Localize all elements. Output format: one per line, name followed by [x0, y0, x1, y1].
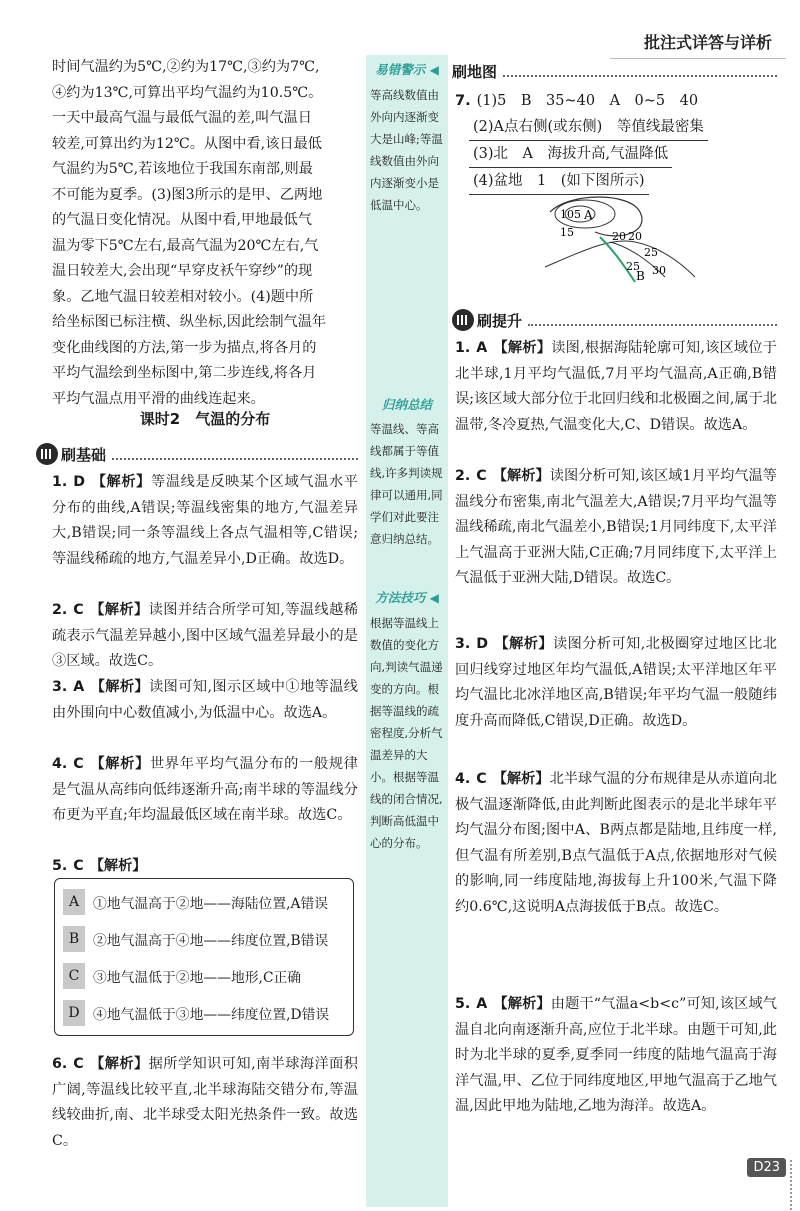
sidebar-title-summary: 归纳总结 — [381, 397, 432, 412]
answer-item: 3. A 【解析】读图可知,图示区域中①地等温线由外围向中心数值减小,为低温中心。故选A。 — [52, 679, 358, 721]
text-line: 气温约为5℃,若该地位于我国东南部,则最 — [52, 161, 313, 177]
analysis-table — [54, 878, 354, 1036]
answer-item: 6. C 【解析】据所学知识可知,南半球海洋面积广阔,等温线比较平直,北半球海陆交错分布,等温线较曲折,南、北半球受太阳光热条件一致。故选C。 — [52, 1056, 358, 1149]
answer-item: 5. A 【解析】由题干“气温a<b<c”可知,该区域气温自北向南逐渐升高,应位于北半球。由题干可知,此时为北半球的夏季,夏季同一纬度的陆地气温高于海洋气温,甲、乙位于同纬度地区,甲地气温高于乙地气温,因此甲地为陆地,乙地为海洋。故选A。 — [455, 996, 777, 1114]
sidebar-title-mistake-warning: 易错警示 ◀ — [375, 62, 439, 77]
sidebar-title-method-tips: 方法技巧 ◀ — [375, 590, 439, 605]
text-line: 一天中最高气温与最低气温的差,叫气温日 — [52, 110, 312, 126]
left-continuation-text — [52, 55, 358, 412]
basic-answers — [52, 470, 358, 880]
answer-item: 1. A 【解析】读图,根据海陆轮廓可知,该区域位于北半球,1月平均气温低,7月平均气温高,A正确,B错误;该区域大部分位于北回归线和北极圈之间,属于北温带,冬冷夏热,气温变化大,C、D错误。故选A。 — [455, 340, 777, 433]
sketch-label: 5 — [574, 208, 581, 221]
text-line: 的气温日变化情况。从图中看,甲地最低气 — [52, 212, 312, 228]
answer-item: 5. C 【解析】 — [52, 858, 147, 874]
brush-icon — [452, 309, 474, 331]
arrow-icon: ◀ — [429, 591, 439, 605]
option-text: ①地气温高于②地——海陆位置,A错误 — [93, 895, 329, 912]
text-line: 平均气温绘到坐标图中,第二步连线,将各月 — [52, 365, 317, 381]
option-text: ②地气温高于④地——纬度位置,B错误 — [93, 932, 329, 949]
text-line: 变化曲线图的方法,第一步为描点,将各月的 — [52, 339, 317, 356]
contour-sketch — [540, 192, 700, 292]
sketch-label: 30 — [652, 264, 666, 277]
answer-item: 2. C 【解析】读图分析可知,该区域1月平均气温等温线分布密集,南北气温差大,A错误;7月平均气温等温线稀疏,南北气温差小,B错误;1月同纬度下,太平洋上气温高于亚洲大陆,C正确;7月同纬度下,太平洋上气温低于亚洲大陆,D错误。故选C。 — [455, 468, 777, 586]
table-row — [55, 883, 353, 920]
text-line: 象。乙地气温日较差相对较小。(4)题中所 — [52, 288, 314, 305]
map-answer — [455, 88, 708, 195]
option-key: D — [63, 1000, 85, 1026]
sketch-label: 25 — [644, 246, 658, 259]
map-answer-line-1: 7. (1)5 B 35~40 A 0~5 40 — [455, 93, 699, 109]
text-line: 较差,可算出约为12℃。从图中看,该日最低 — [52, 135, 322, 152]
text-line: 不可能为夏季。(3)图3所示的是甲、乙两地 — [52, 186, 323, 203]
section-header-basic: 刷基础 — [36, 441, 358, 467]
sketch-label: A — [584, 208, 593, 222]
table-row — [55, 957, 353, 994]
text-line: 给坐标图已标注横、纵坐标,因此绘制气温年 — [52, 314, 327, 330]
arrow-icon: ◀ — [429, 63, 439, 77]
lesson-title: 课时2 气温的分布 — [139, 410, 271, 428]
map-answer-line-2: (2)A点右侧(或东侧) 等值线最密集 — [469, 114, 708, 141]
page-edge-dots — [790, 1160, 796, 1210]
map-answer-line-4: (4)盆地 1 (如下图所示) — [469, 168, 649, 195]
text-line: 时间气温约为5℃,②约为17℃,③约为7℃, — [52, 59, 320, 75]
answer-item: 4. C 【解析】北半球气温的分布规律是从赤道向北极气温逐渐降低,由此判断此图表示的是北半球年平均气温分布图;图中A、B两点都是陆地,且纬度一样,但气温有所差别,B点气温低于A点,依据地形对气候的影响,同一纬度陆地,海拔每上升100米,气温下降约0.6℃,这说明A点海拔低于B点。故选C。 — [455, 771, 777, 915]
answer-item: 3. D 【解析】读图分析可知,北极圈穿过地区比北回归线穿过地区年均气温低,A错误;太平洋地区年平均气温比北冰洋地区高,B错误;年平均气温一般随纬度升高而降低,C错误,D正确。故选D。 — [455, 636, 777, 729]
sketch-label: 15 — [560, 226, 574, 239]
text-line: 平均气温点用平滑的曲线连起来。 — [52, 390, 265, 407]
page-header-title: 批注式详答与详析 — [643, 33, 772, 52]
option-key: C — [63, 963, 85, 989]
text-line: 温为零下5℃左右,最高气温为20℃左右,气 — [52, 237, 319, 254]
answer-item: 2. C 【解析】读图并结合所学可知,等温线越稀疏表示气温差异越小,图中区域气温差异最小的是③区域。故选C。 — [52, 602, 358, 669]
option-key: B — [63, 926, 85, 952]
brush-icon — [36, 443, 58, 465]
page-number: D23 — [747, 1158, 786, 1177]
text-line: ④约为13℃,可算出平均气温约为10.5℃。 — [52, 84, 323, 101]
sidebar-text-method-tips: 根据等温线上数值的变化方向,判读气温递变的方向。根据等温线的疏密程度,分析气温差异的大小。根据等温线的闭合情况,判断高低温中心的分布。 — [370, 616, 443, 850]
section-header-map: 刷地图 — [452, 58, 777, 84]
sketch-label: 10 — [560, 208, 574, 221]
sketch-label: 20 — [612, 230, 626, 243]
answer-item: 4. C 【解析】世界年平均气温分布的一般规律是气温从高纬向低纬逐渐升高;南半球的等温线分布更为平直;年均温最低区域在南半球。故选C。 — [52, 756, 358, 823]
improve-answers — [455, 336, 777, 1120]
table-row — [55, 994, 353, 1031]
table-row — [55, 920, 353, 957]
sketch-label: B — [636, 269, 645, 283]
section-header-improve: 刷提升 — [452, 307, 777, 333]
sidebar-text-summary: 等温线、等高线都属于等值线,许多判读规律可以通用,同学们对此要注意归纳总结。 — [370, 422, 443, 546]
sidebar-text-mistake-warning: 等高线数值由外向内逐渐变大是山峰;等温线数值由外向内逐渐变小是低温中心。 — [370, 88, 443, 212]
option-text: ③地气温低于②地——地形,C正确 — [93, 969, 302, 986]
sketch-label: 20 — [628, 230, 642, 243]
option-key: A — [63, 889, 85, 915]
answer-item: 1. D 【解析】等温线是反映某个区域气温水平分布的曲线,A错误;等温线密集的地方,气温差异大,B错误;同一条等温线上各点气温相等,C错误;等温线稀疏的地方,气温差异小,D正确。故选D。 — [52, 474, 358, 567]
sketch-label: 25 — [626, 260, 640, 273]
text-line: 温日较差大,会出现“早穿皮袄午穿纱”的现 — [52, 263, 313, 279]
option-text: ④地气温低于③地——纬度位置,D错误 — [93, 1006, 330, 1023]
map-answer-line-3: (3)北 A 海拔升高,气温降低 — [469, 141, 672, 168]
